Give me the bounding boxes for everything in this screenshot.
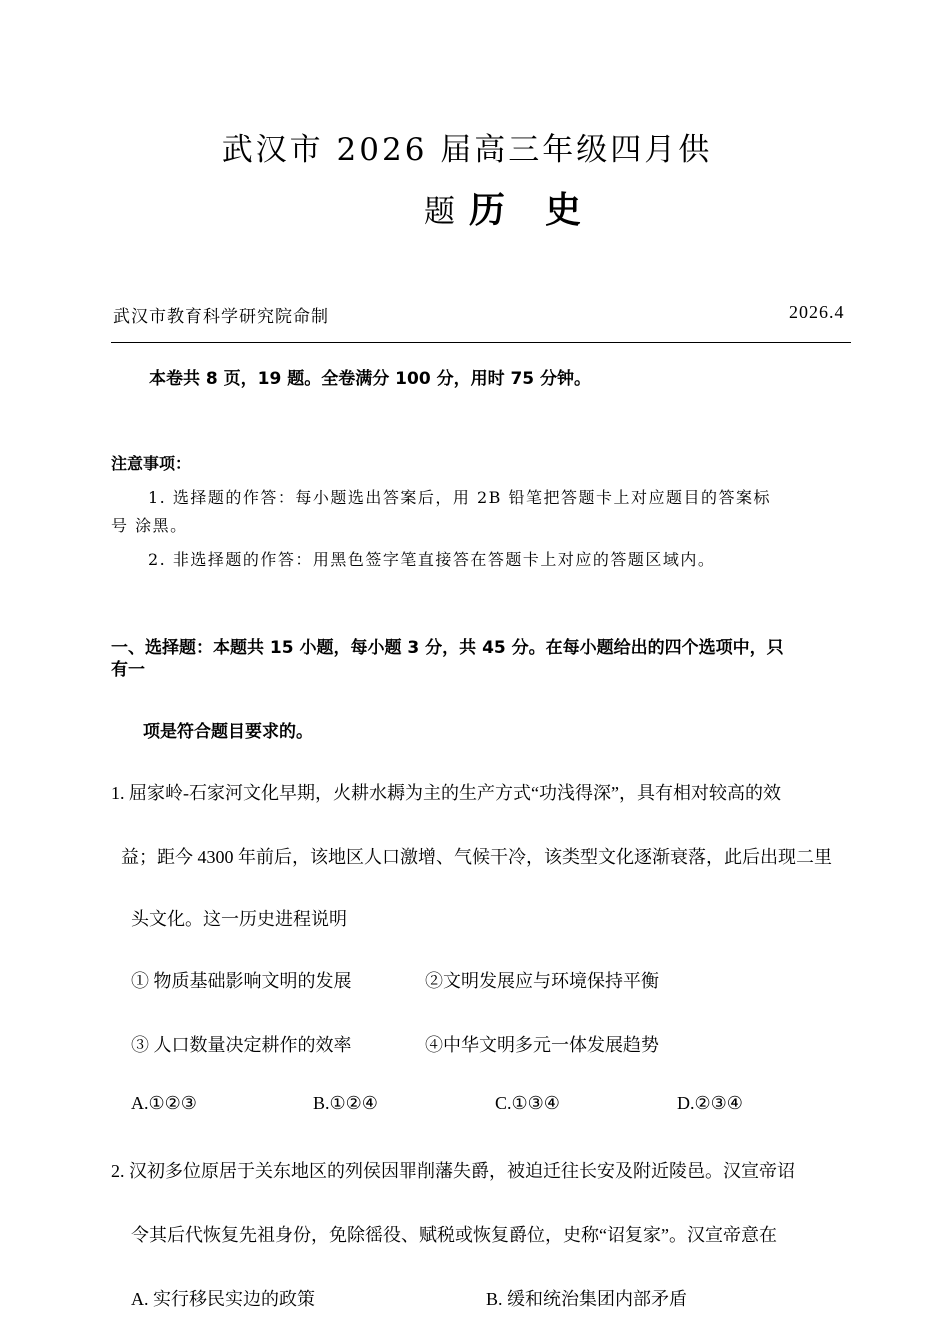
q1-statement-4: ④中华文明多元一体发展趋势 [425, 1035, 659, 1055]
question-2-line1: 2. 汉初多位原居于关东地区的列侯因罪削藩失爵，被迫迁往长安及附近陵邑。汉宣帝诏 [111, 1161, 795, 1181]
q1-statement-3: ③ 人口数量决定耕作的效率 [131, 1035, 352, 1055]
q1-choice-c: C.①③④ [495, 1093, 560, 1113]
q1-statement-1: ① 物质基础影响文明的发展 [131, 971, 352, 991]
exam-title-line1: 武汉市 2026 届高三年级四月供 [221, 132, 713, 168]
section1-heading-line1: 一、选择题：本题共 15 小题，每小题 3 分，共 45 分。在每小题给出的四个选项中，只 [111, 638, 784, 658]
exam-summary: 本卷共 8 页，19 题。全卷满分 100 分，用时 75 分钟。 [149, 369, 592, 389]
question-1-line3: 头文化。这一历史进程说明 [131, 909, 347, 929]
notes-heading: 注意事项： [111, 454, 192, 473]
note-item-1-line2: 号 涂黑。 [111, 516, 188, 535]
title-prefix: 题 [424, 194, 455, 230]
note-item-2: 2. 非选择题的作答：用黑色签字笔直接答在答题卡上对应的答题区域内。 [148, 550, 716, 569]
exam-title-line2 [424, 182, 621, 233]
question-1-line2: 益；距今 4300 年前后，该地区人口激增、气候干冷，该类型文化逐渐衰落，此后出现二里 [121, 847, 832, 867]
q2-choice-a: A. 实行移民实边的政策 [131, 1289, 315, 1309]
section1-heading-line3: 项是符合题目要求的。 [143, 722, 313, 742]
header-divider [111, 342, 851, 343]
exam-date: 2026.4 [789, 302, 845, 322]
subject-title: 历史 [469, 189, 622, 231]
q1-choice-b: B.①②④ [313, 1093, 378, 1113]
question-1-line1: 1. 屈家岭-石家河文化早期，火耕水耨为主的生产方式“功浅得深”，具有相对较高的效 [111, 783, 781, 803]
note-item-1-line1: 1. 选择题的作答：每小题选出答案后，用 2B 铅笔把答题卡上对应题目的答案标 [148, 488, 771, 507]
q1-statement-2: ②文明发展应与环境保持平衡 [425, 971, 659, 991]
q2-choice-b: B. 缓和统治集团内部矛盾 [486, 1289, 688, 1309]
question-2-line2: 令其后代恢复先祖身份，免除徭役、赋税或恢复爵位，史称“诏复家”。汉宣帝意在 [131, 1225, 777, 1245]
section1-heading-line2: 有一 [111, 660, 145, 680]
issuer: 武汉市教育科学研究院命制 [113, 307, 329, 327]
q1-choice-a: A.①②③ [131, 1093, 197, 1113]
q1-choice-d: D.②③④ [677, 1093, 743, 1113]
